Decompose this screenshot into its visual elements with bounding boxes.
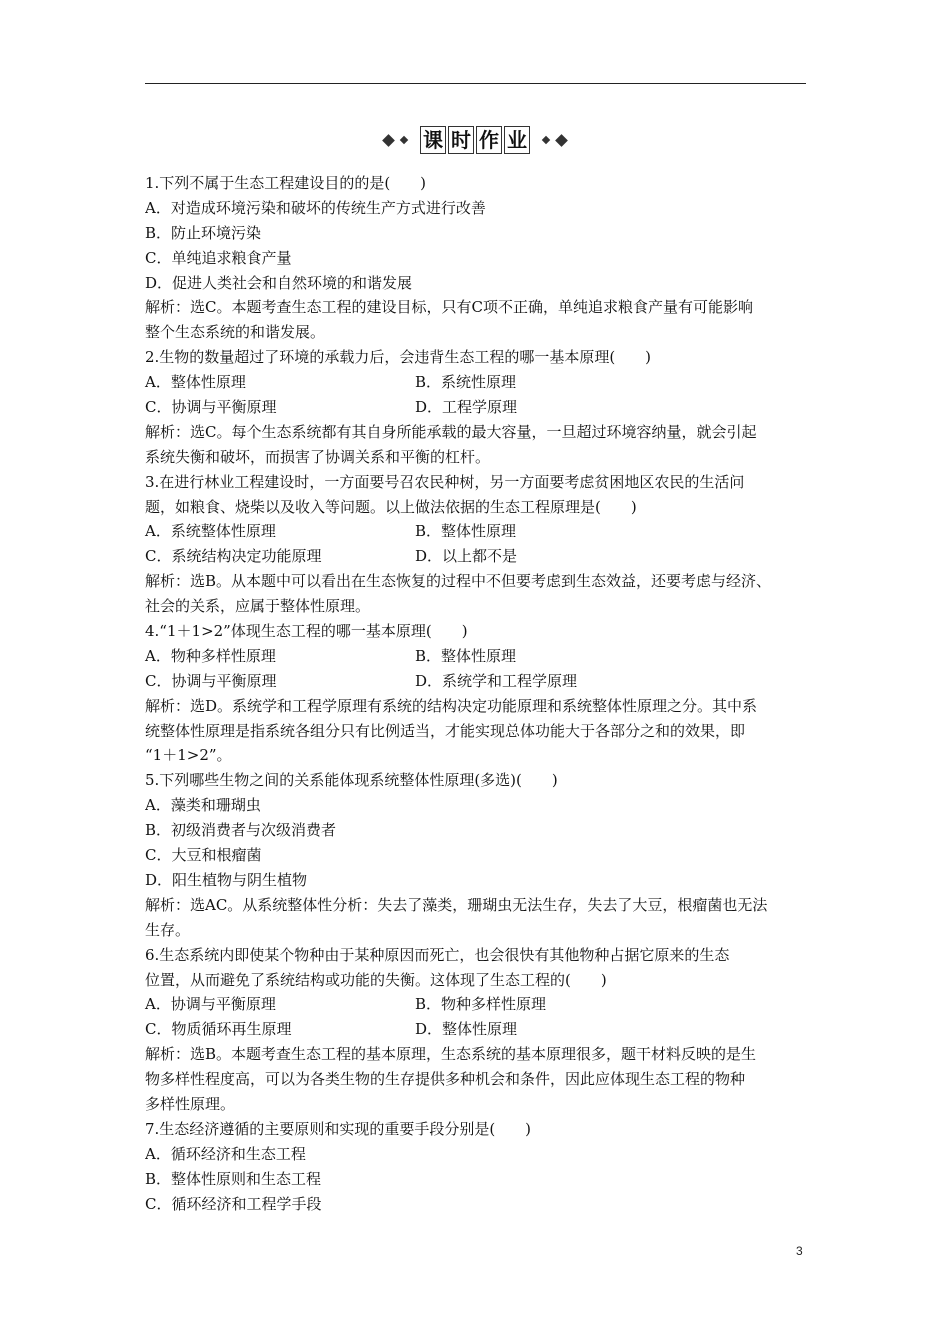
analysis-line: 解析：选C。每个生态系统都有其自身所能承载的最大容量，一旦超过环境容纳量，就会引起	[145, 422, 757, 441]
question-5	[145, 768, 808, 942]
option: A．循环经济和生态工程	[145, 1144, 306, 1163]
option: B．整体性原理	[415, 646, 517, 665]
title-char: 业	[504, 126, 530, 154]
option: B．系统性原理	[415, 373, 517, 392]
option: D．工程学原理	[415, 398, 518, 417]
question-stem: 2.生物的数量超过了环境的承载力后，会违背生态工程的哪一基本原理( )	[145, 348, 652, 367]
option: C．协调与平衡原理	[145, 671, 277, 690]
option: C．大豆和根瘤菌	[145, 846, 262, 865]
question-stem: 5.下列哪些生物之间的关系能体现系统整体性原理(多选)( )	[145, 771, 558, 790]
option: D．系统学和工程学原理	[415, 671, 578, 690]
top-rule	[145, 83, 806, 84]
option-row	[145, 519, 808, 544]
diamond-icon	[542, 136, 550, 144]
title-char: 作	[476, 126, 502, 154]
option: B．整体性原则和生态工程	[145, 1169, 322, 1188]
question-6	[145, 943, 808, 1117]
option-row	[145, 395, 808, 420]
option: D．整体性原理	[415, 1020, 518, 1039]
analysis-line: 多样性原理。	[145, 1094, 236, 1113]
question-list	[145, 171, 808, 1216]
option-row	[145, 1017, 808, 1042]
question-4	[145, 619, 808, 768]
diamond-icon	[382, 134, 395, 147]
analysis-line: “1＋1>2”。	[145, 746, 232, 765]
option: A．整体性原理	[145, 373, 246, 392]
option: C．协调与平衡原理	[145, 398, 277, 417]
diamond-icon	[555, 134, 568, 147]
analysis-line: 系统失衡和破坏，而损害了协调关系和平衡的杠杆。	[145, 447, 491, 466]
question-stem: 1.下列不属于生态工程建设目的的是( )	[145, 174, 427, 192]
diamond-icon	[400, 136, 408, 144]
analysis-line: 解析：选B。本题考查生态工程的基本原理，生态系统的基本原理很多，题干材料反映的是生	[145, 1045, 757, 1064]
question-3	[145, 470, 808, 619]
option: B．物种多样性原理	[415, 995, 547, 1014]
option: A．协调与平衡原理	[145, 995, 276, 1014]
option: D．以上都不是	[415, 547, 518, 566]
question-stem: 4.“1＋1>2”体现生态工程的哪一基本原理( )	[145, 622, 468, 641]
option: B．初级消费者与次级消费者	[145, 821, 337, 840]
analysis-line: 解析：选D。系统学和工程学原理有系统的结构决定功能原理和系统整体性原理之分。其中系	[145, 696, 758, 715]
analysis-line: 物多样性程度高，可以为各类生物的生存提供多种机会和条件，因此应体现生态工程的物种	[145, 1070, 746, 1089]
option: C．循环经济和工程学手段	[145, 1194, 322, 1213]
question-2	[145, 345, 808, 469]
analysis-line: 生存。	[145, 920, 191, 939]
question-stem: 7.生态经济遵循的主要原则和实现的重要手段分别是( )	[145, 1119, 532, 1138]
option-row	[145, 669, 808, 694]
option: A．物种多样性原理	[145, 646, 276, 665]
page-number: 3	[796, 1244, 803, 1258]
question-stem: 位置，从而避免了系统结构或功能的失衡。这体现了生态工程的( )	[145, 970, 607, 989]
analysis-line: 社会的关系，应属于整体性原理。	[145, 597, 371, 616]
option: C．单纯追求粮食产量	[145, 248, 292, 267]
question-stem: 题，如粮食、烧柴以及收入等问题。以上做法依据的生态工程原理是( )	[145, 497, 637, 516]
option: B．防止环境污染	[145, 223, 262, 242]
option: D．促进人类社会和自然环境的和谐发展	[145, 273, 413, 292]
section-banner	[0, 124, 950, 156]
option-row	[145, 992, 808, 1017]
option-row	[145, 644, 808, 669]
option-row	[145, 370, 808, 395]
option: A．藻类和珊瑚虫	[145, 796, 261, 815]
question-1	[145, 171, 808, 345]
question-7	[145, 1117, 808, 1217]
question-stem: 3.在进行林业工程建设时，一方面要号召农民种树，另一方面要考虑贫困地区农民的生活问	[145, 472, 745, 491]
analysis-line: 整个生态系统的和谐发展。	[145, 323, 326, 342]
option: A．系统整体性原理	[145, 522, 276, 541]
option: D．阳生植物与阴生植物	[145, 870, 308, 889]
option: C．物质循环再生原理	[145, 1020, 292, 1039]
option: B．整体性原理	[415, 522, 517, 541]
option: A．对造成环境污染和破坏的传统生产方式进行改善	[145, 198, 486, 217]
section-title	[419, 126, 531, 154]
analysis-line: 解析：选C。本题考查生态工程的建设目标，只有C项不正确，单纯追求粮食产量有可能影响	[145, 298, 753, 317]
option-row	[145, 544, 808, 569]
option: C．系统结构决定功能原理	[145, 547, 322, 566]
analysis-line: 解析：选B。从本题中可以看出在生态恢复的过程中不但要考虑到生态效益，还要考虑与经济、	[145, 572, 772, 591]
title-char: 时	[448, 126, 474, 154]
analysis-line: 解析：选AC。从系统整体性分析：失去了藻类，珊瑚虫无法生存，失去了大豆，根瘤菌也无法	[145, 895, 768, 914]
title-char: 课	[420, 126, 446, 154]
analysis-line: 统整体性原理是指系统各组分只有比例适当，才能实现总体功能大于各部分之和的效果，即	[145, 721, 746, 740]
question-stem: 6.生态系统内即使某个物种由于某种原因而死亡，也会很快有其他物种占据它原来的生态	[145, 945, 730, 964]
